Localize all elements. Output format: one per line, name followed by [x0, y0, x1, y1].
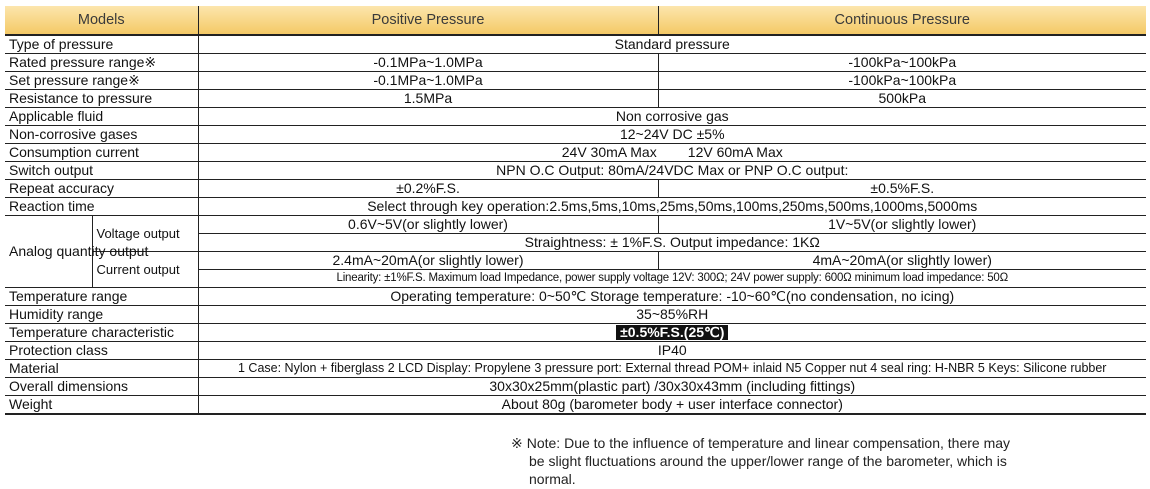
- value-set-continuous: -100kPa~100kPa: [658, 72, 1146, 90]
- value-current-positive: 2.4mA~20mA(or slightly lower): [198, 252, 658, 270]
- row-non-corrosive-gases: [5, 126, 1146, 144]
- header-positive-pressure: Positive Pressure: [198, 6, 658, 35]
- value-repeat-continuous: ±0.5%F.S.: [658, 180, 1146, 198]
- label-temperature-characteristic: Temperature characteristic: [5, 324, 198, 342]
- value-rated-continuous: -100kPa~100kPa: [658, 54, 1146, 72]
- row-protection-class: [5, 342, 1146, 360]
- row-resistance-to-pressure: [5, 90, 1146, 108]
- footnote-line-1: [511, 434, 1139, 452]
- value-switch-output: NPN O.C Output: 80mA/24VDC Max or PNP O.C output:: [198, 162, 1146, 180]
- footnote-line-2: be slight fluctuations around the upper/lower range of the barometer, which is: [529, 453, 1007, 469]
- row-type-of-pressure: [5, 35, 1146, 54]
- label-switch-output: Switch output: [5, 162, 198, 180]
- row-temperature-range: [5, 288, 1146, 306]
- footnote-text-1: Note: Due to the influence of temperature and linear compensation, there may: [526, 435, 1011, 451]
- value-temperature-characteristic-cell: [198, 324, 1146, 342]
- value-overall-dimensions: 30x30x25mm(plastic part) /30x30x43mm (including fittings): [198, 378, 1146, 396]
- header-models: Models: [5, 6, 198, 35]
- value-type-of-pressure: Standard pressure: [198, 35, 1146, 54]
- label-current-output: Current output: [92, 252, 198, 288]
- label-set-pressure-range: Set pressure range※: [5, 72, 198, 90]
- value-consumption-current: 24V 30mA Max 12V 60mA Max: [198, 144, 1146, 162]
- value-set-positive: -0.1MPa~1.0MPa: [198, 72, 658, 90]
- label-consumption-current: Consumption current: [5, 144, 198, 162]
- footnote-mark: ※: [511, 435, 523, 451]
- label-voltage-output: Voltage output: [92, 216, 198, 252]
- row-reaction-time: [5, 198, 1146, 216]
- value-temperature-range: Operating temperature: 0~50℃ Storage temperature: -10~60℃(no condensation, no icing): [198, 288, 1146, 306]
- row-temperature-characteristic: [5, 324, 1146, 342]
- value-applicable-fluid: Non corrosive gas: [198, 108, 1146, 126]
- label-temperature-range: Temperature range: [5, 288, 198, 306]
- value-weight: About 80g (barometer body + user interface connector): [198, 396, 1146, 415]
- value-voltage-note: Straightness: ± 1%F.S. Output impedance: 1KΩ: [198, 234, 1146, 252]
- label-humidity-range: Humidity range: [5, 306, 198, 324]
- row-voltage-output: [5, 216, 1146, 234]
- value-protection-class: IP40: [198, 342, 1146, 360]
- row-set-pressure-range: [5, 72, 1146, 90]
- label-non-corrosive-gases: Non-corrosive gases: [5, 126, 198, 144]
- value-voltage-positive: 0.6V~5V(or slightly lower): [198, 216, 658, 234]
- value-material: 1 Case: Nylon + fiberglass 2 LCD Display: Propylene 3 pressure port: External thread POM+ inlaid N5 Copper nut 4 seal ring: H-NBR 5 Keys: Silicone rubber: [198, 360, 1146, 378]
- value-resistance-positive: 1.5MPa: [198, 90, 658, 108]
- label-material: Material: [5, 360, 198, 378]
- label-rated-pressure-range: Rated pressure range※: [5, 54, 198, 72]
- label-analog-quantity-output: Analog quantity output: [5, 216, 92, 288]
- row-applicable-fluid: [5, 108, 1146, 126]
- label-type-of-pressure: Type of pressure: [5, 35, 198, 54]
- value-non-corrosive-gases: 12~24V DC ±5%: [198, 126, 1146, 144]
- row-overall-dimensions: [5, 378, 1146, 396]
- row-weight: [5, 396, 1146, 415]
- row-repeat-accuracy: [5, 180, 1146, 198]
- value-repeat-positive: ±0.2%F.S.: [198, 180, 658, 198]
- header-row: [5, 6, 1146, 35]
- label-weight: Weight: [5, 396, 198, 415]
- footnote-line-3: normal.: [529, 471, 576, 487]
- row-rated-pressure-range: [5, 54, 1146, 72]
- label-resistance-to-pressure: Resistance to pressure: [5, 90, 198, 108]
- row-humidity-range: [5, 306, 1146, 324]
- value-current-note: Linearity: ±1%F.S. Maximum load Impedance, power supply voltage 12V: 300Ω; 24V power supply: 600Ω minimum load impedance: 50Ω: [198, 270, 1146, 288]
- label-protection-class: Protection class: [5, 342, 198, 360]
- header-continuous-pressure: Continuous Pressure: [658, 6, 1146, 35]
- spec-table: [5, 6, 1146, 415]
- footnote: [511, 434, 1139, 488]
- value-humidity-range: 35~85%RH: [198, 306, 1146, 324]
- label-overall-dimensions: Overall dimensions: [5, 378, 198, 396]
- row-current-output: [5, 252, 1146, 270]
- value-resistance-continuous: 500kPa: [658, 90, 1146, 108]
- row-material: [5, 360, 1146, 378]
- value-temperature-characteristic: ±0.5%F.S.(25℃): [616, 325, 728, 340]
- value-voltage-continuous: 1V~5V(or slightly lower): [658, 216, 1146, 234]
- label-repeat-accuracy: Repeat accuracy: [5, 180, 198, 198]
- label-reaction-time: Reaction time: [5, 198, 198, 216]
- value-current-continuous: 4mA~20mA(or slightly lower): [658, 252, 1146, 270]
- label-applicable-fluid: Applicable fluid: [5, 108, 198, 126]
- value-rated-positive: -0.1MPa~1.0MPa: [198, 54, 658, 72]
- value-reaction-time: Select through key operation:2.5ms,5ms,10ms,25ms,50ms,100ms,250ms,500ms,1000ms,5000ms: [198, 198, 1146, 216]
- row-switch-output: [5, 162, 1146, 180]
- row-consumption-current: [5, 144, 1146, 162]
